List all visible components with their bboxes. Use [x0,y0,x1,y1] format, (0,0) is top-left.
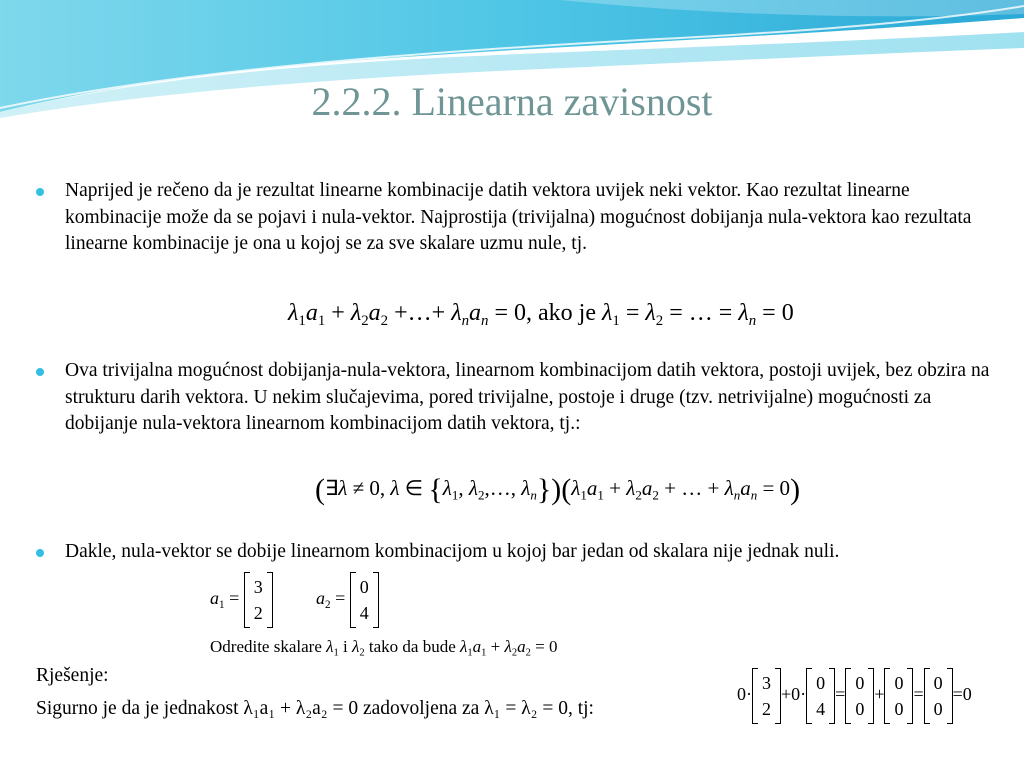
matrix: 0 0 [845,668,874,724]
bullet-2 [36,358,996,438]
bullet-1 [36,178,996,258]
bullet-3 [36,539,996,566]
task-statement: Odredite skalare $\lambda_1$ i $\lambda_2$ tako da bude $\lambda_1a_1 + \lambda_2a_2 = 0$ [210,637,558,659]
bullet-dot [36,188,44,196]
vector-a2-definition: $a_2$ = 0 4 [316,572,379,628]
solution-matrix-equation: 0· 3 2 +0· 0 4 = 0 0 + 0 0 = 0 0 =0 [737,668,972,724]
matrix: 0 4 [806,668,835,724]
matrix: 0 0 [884,668,913,724]
slide-title: 2.2.2. Linearna zavisnost [311,79,713,124]
task-middle: tako da bude [368,637,456,656]
bullet-dot [36,368,44,376]
bullet-3-text: Dakle, nula-vektor se dobije linearnom kombinacijom u kojoj bar jedan od skalara nije jednak nuli. [65,541,840,562]
matrix: 3 2 [752,668,781,724]
solution-label: Rješenje: [36,665,109,686]
task-prefix: Odredite skalare [210,637,322,656]
bullet-2-text: Ova trivijalna mogućnost dobijanja-nula-vektora, linearnom kombinacijom datih vektora, postoji uvijek, bez obzira na strukturu darih vektora. U nekim slučajevima, pored trivijalne, postoje i druge (tzv. netrivijalne) mogućnosti za dobijanje nula-vektora linearnom kombinacijom datih vektora, tj.: [65,360,990,434]
matrix-a2-entry: 0 [359,577,369,597]
formula-text-ako-je: ako je [538,300,596,326]
vector-a1-definition: $a_1$ = 3 2 [210,572,273,628]
matrix: 0 0 [924,668,953,724]
matrix-a1 [244,572,273,628]
task-and: i [343,637,348,656]
bullet-1-text: Naprijed je rečeno da je rezultat linearne kombinacije datih vektora uvijek neki vektor. Kao rezultat linearne kombinacije može da se pojavi i nula-vektor. Najprostija (trivijalna) mogućnost dobijanja nula-vektora kao rezultata linearne kombinacije je ona u kojoj se za sve skalare uzmu nule, tj. [65,180,972,254]
formula-trivial-combination: $\lambda_1a_1 + \lambda_2a_2$ +…+ $\lambda_na_n = 0$, ako je $\lambda_1 = \lambda_2$ = … = $\lambda_n = 0$ [288,300,794,330]
bullet-dot [36,549,44,557]
matrix-a2-entry: 4 [359,603,369,623]
matrix-a2 [350,572,379,628]
solution-text: Sigurno je da je jednakost λ₁a₁ + λ₂a₂ = 0 zadovoljena za λ₁ = λ₂ = 0, tj: [36,698,594,719]
matrix-a1-entry: 3 [253,577,263,597]
matrix-a1-entry: 2 [253,603,263,623]
formula-nontrivial-combination: (∃λ ≠ 0, λ ∈ {$\lambda_1$, $\lambda_2,\dots$, $\lambda_n\})(\lambda_1a_1 + \lambda_2a_2$ + … + $\lambda_na_n = 0$) [315,473,801,507]
